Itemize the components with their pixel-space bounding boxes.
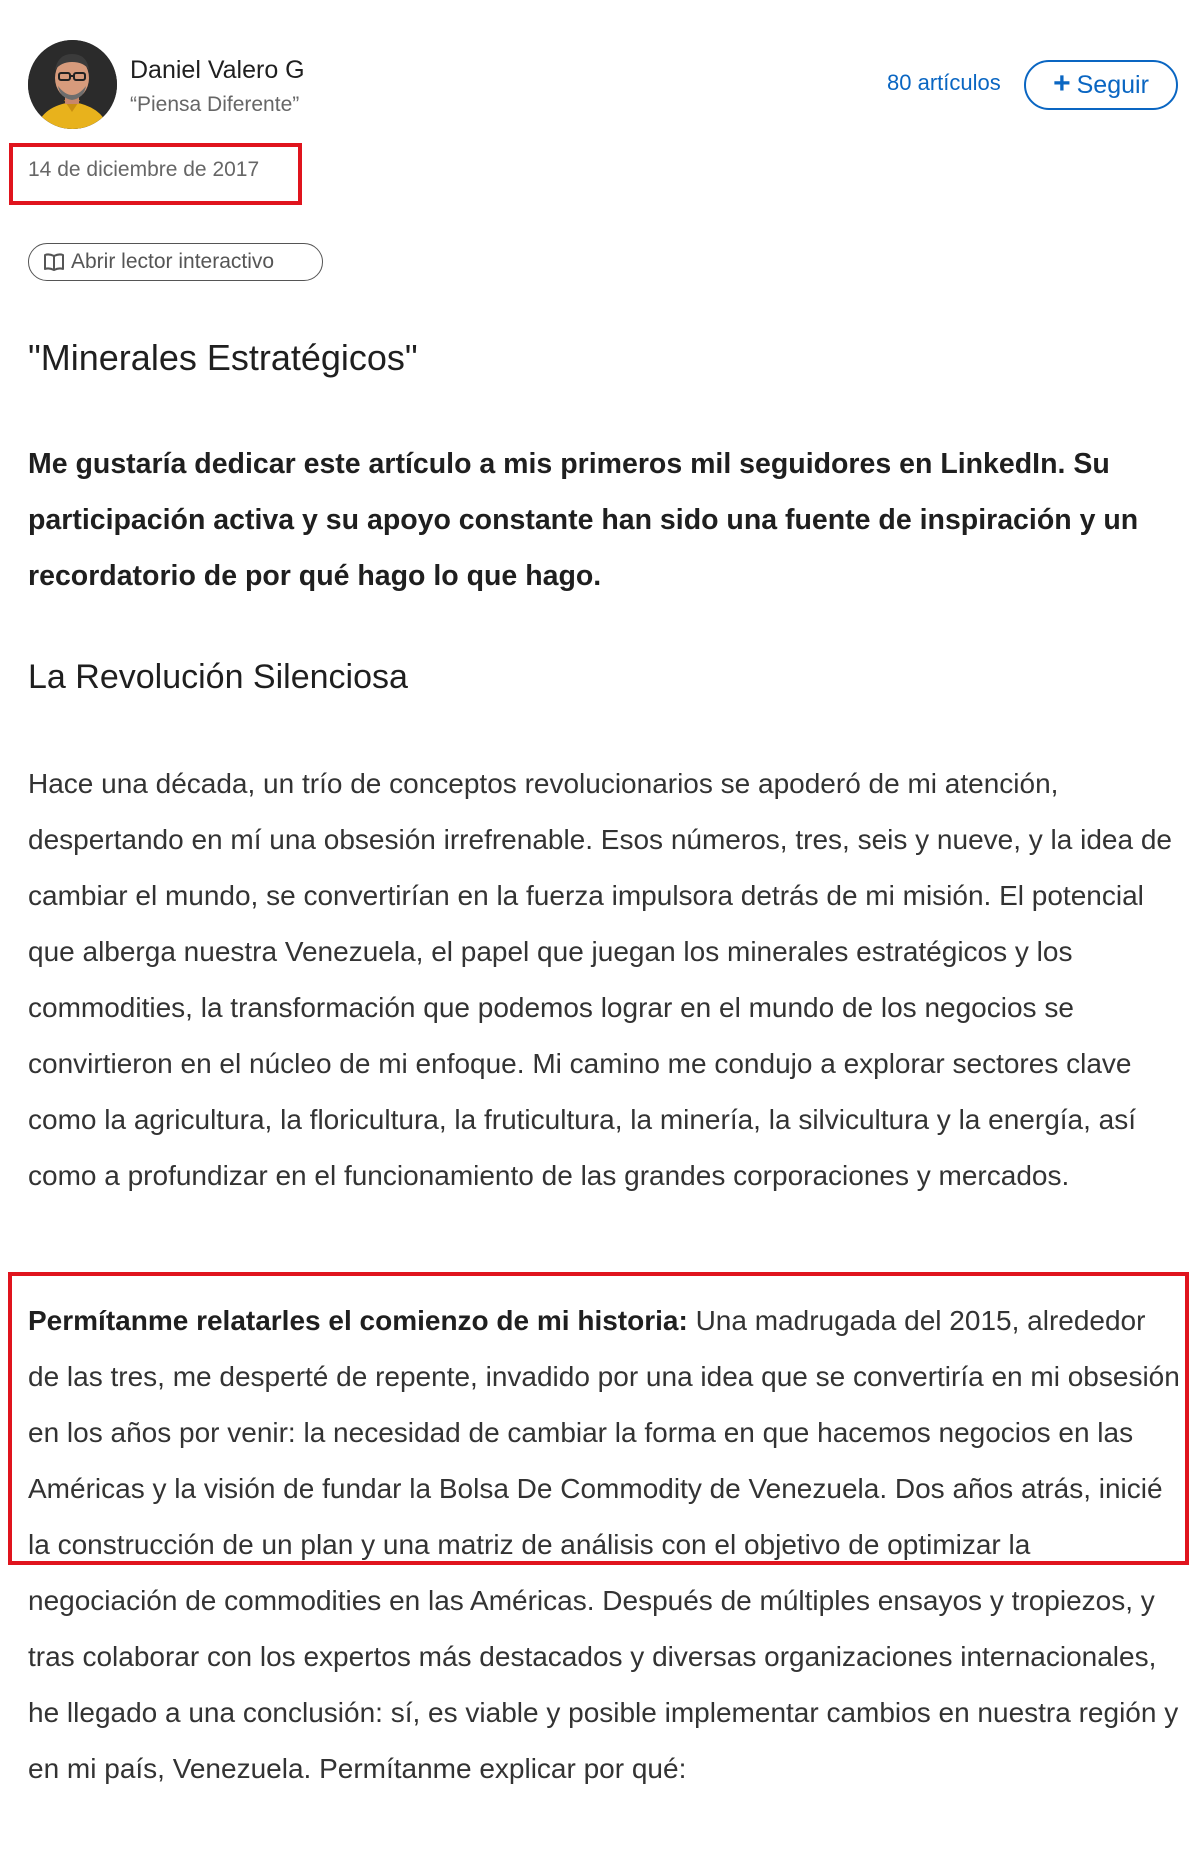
body-paragraph-2 xyxy=(28,1293,1183,1797)
body-paragraph-1: Hace una década, un trío de conceptos revolucionarios se apoderó de mi atención, despertando en mí una obsesión irrefrenable. Esos números, tres, seis y nueve, y la idea de cambiar el mundo, se convertirían en la fuerza impulsora detrás de mi misión. El potencial que alberga nuestra Venezuela, el papel que juegan los minerales estratégicos y los commodities, la transformación que podemos lograr en el mundo de los negocios se convirtieron en el núcleo de mi enfoque. Mi camino me condujo a explorar sectores clave como la agricultura, la floricultura, la fruticultura, la minería, la silvicultura y la energía, así como a profundizar en el funcionamiento de las grandes corporaciones y mercados. xyxy=(28,768,1172,1191)
interactive-reader-button[interactable] xyxy=(28,243,323,281)
plus-icon: + xyxy=(1053,66,1071,100)
author-photo xyxy=(28,40,117,129)
author-avatar[interactable] xyxy=(28,40,117,129)
article-title: "Minerales Estratégicos" xyxy=(28,337,418,378)
author-name[interactable]: Daniel Valero G xyxy=(130,56,305,84)
author-tagline: “Piensa Diferente” xyxy=(130,93,300,116)
follow-label: Seguir xyxy=(1076,70,1149,99)
open-book-icon xyxy=(43,252,65,272)
paragraph-2-lead: Permítanme relatarles el comienzo de mi historia: xyxy=(28,1305,688,1336)
publish-date: 14 de diciembre de 2017 xyxy=(28,158,260,181)
articles-count-link[interactable]: 80 artículos xyxy=(887,70,1001,95)
paragraph-2-body: Una madrugada del 2015, alrededor de las tres, me desperté de repente, invadido por una idea que se convertiría en mi obsesión en los años por venir: la necesidad de cambiar la forma en que hacemos negocios en las Américas y la visión de fundar la Bolsa De Commodity de Venezuela. Dos años atrás, inicié la construcción de un plan y una matriz de análisis con el objetivo de optimizar la negociación de commodities en las Américas. Después de múltiples ensayos y tropiezos, y tras colaborar con los expertos más destacados y diversas organizaciones internacionales, he llegado a una conclusión: sí, es viable y posible implementar cambios en nuestra región y en mi país, Venezuela. Permítanme explicar por qué: xyxy=(28,1305,1180,1784)
follow-button[interactable] xyxy=(1024,60,1178,110)
dedication-paragraph: Me gustaría dedicar este artículo a mis primeros mil seguidores en LinkedIn. Su participación activa y su apoyo constante han sido una fuente de inspiración y un recordatorio de por qué hago lo que hago. xyxy=(28,448,1139,592)
reader-button-label: Abrir lector interactivo xyxy=(71,250,275,273)
section-heading: La Revolución Silenciosa xyxy=(28,658,408,696)
